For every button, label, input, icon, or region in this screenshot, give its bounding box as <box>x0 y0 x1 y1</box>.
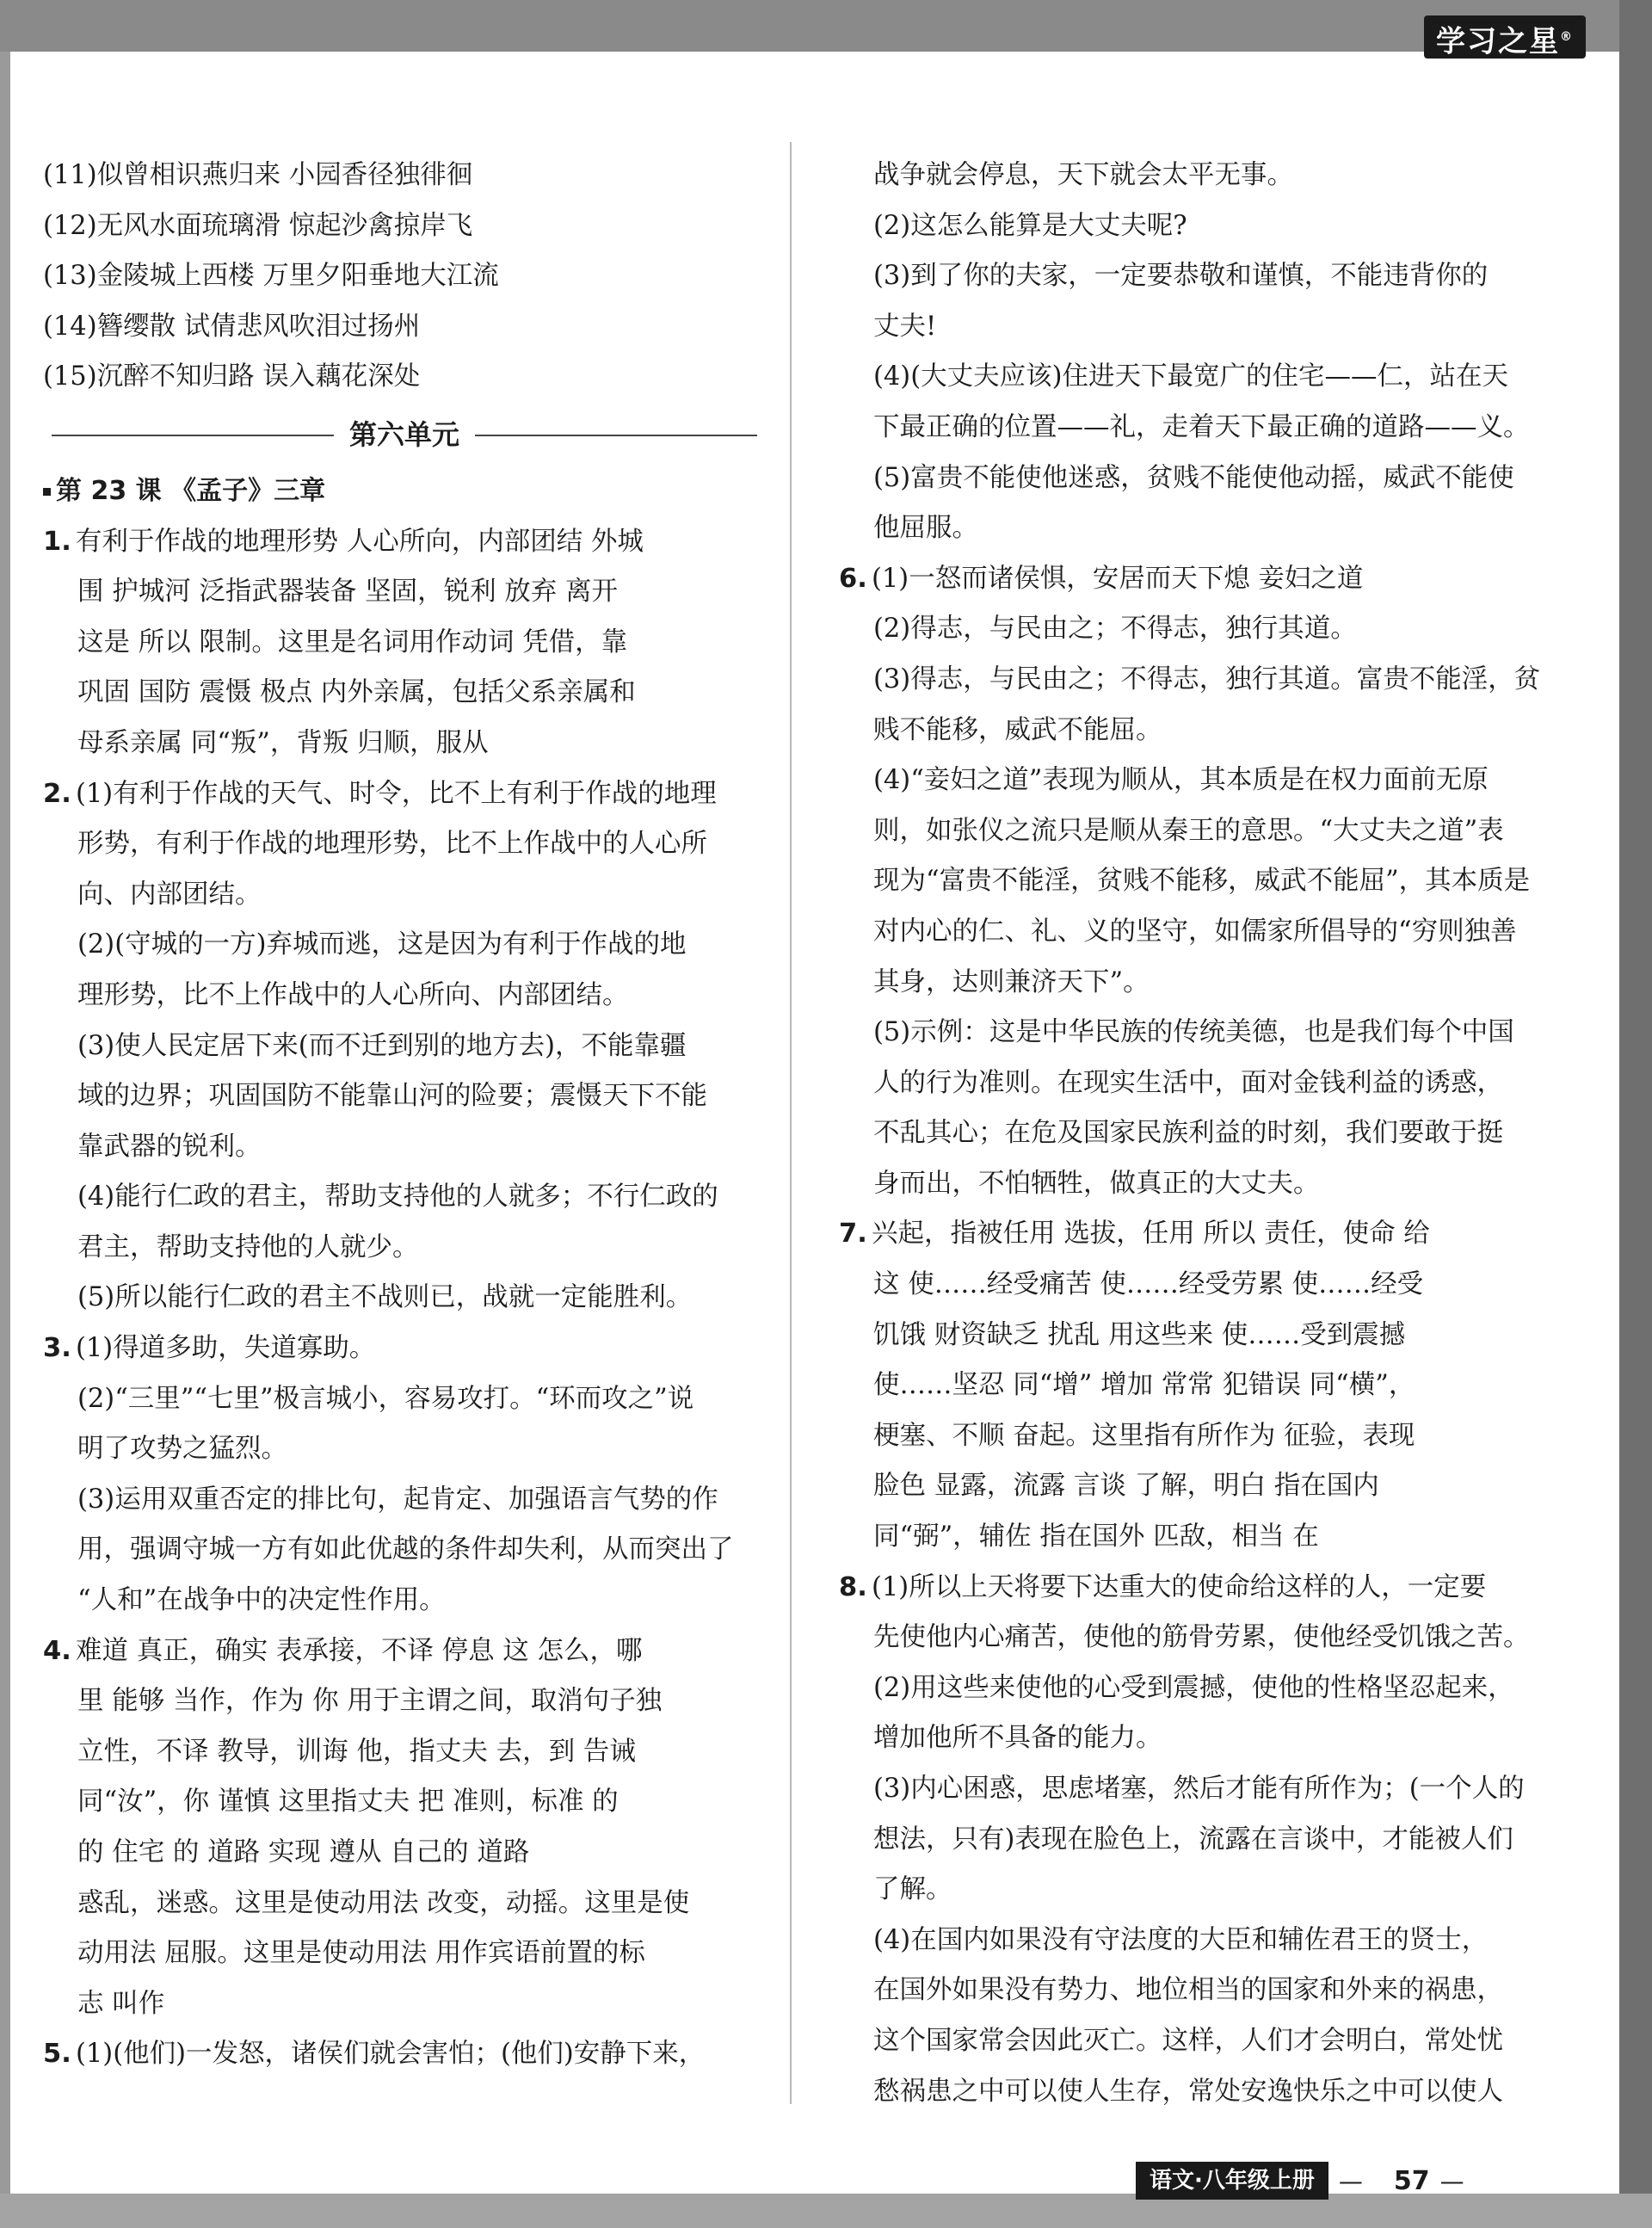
text-line <box>43 1273 766 1324</box>
line-text: 同“弼”，辅佐 指在国外 匹敌，相当 在 <box>873 1521 1319 1552</box>
line-text: 母系亲属 同“叛”，背叛 归顺，服从 <box>77 727 489 758</box>
text-line <box>43 251 766 302</box>
line-text: 先使他内心痛苦，使他的筋骨劳累，使他经受饥饿之苦。 <box>873 1622 1530 1653</box>
text-line <box>839 302 1553 353</box>
answer-item <box>839 554 1553 605</box>
line-text: 饥饿 财资缺乏 扰乱 用这些来 使……受到震撼 <box>873 1319 1406 1350</box>
text-line <box>43 1223 766 1274</box>
line-text: 巩固 国防 震慑 极点 内外亲属，包括父系亲属和 <box>77 677 636 708</box>
text-line <box>839 1008 1553 1058</box>
answer-item <box>839 1563 1553 1614</box>
text-line <box>43 302 766 353</box>
line-text: (5)所以能行仁政的君主不战则已，战就一定能胜利。 <box>77 1282 693 1313</box>
text-line <box>43 201 766 252</box>
right-column <box>839 151 1553 2117</box>
bullet-square-icon <box>43 488 51 496</box>
column-divider <box>790 142 792 2104</box>
text-line <box>839 454 1553 504</box>
text-line <box>43 1424 766 1475</box>
line-text: (1)一怒而诸侯惧，安居而天下熄 妾妇之道 <box>872 563 1364 594</box>
text-line <box>43 1122 766 1173</box>
line-text: 则，如张仪之流只是顺从秦王的意思。“大丈夫之道”表 <box>873 815 1504 846</box>
line-text: (5)富贵不能使他迷惑，贫贱不能使他动摇，威武不能使 <box>873 462 1514 493</box>
text-line <box>839 1663 1553 1714</box>
footer-dash-left: — <box>1338 2166 1363 2195</box>
line-text: (2)“三里”“七里”极言城小，容易攻打。“环而攻之”说 <box>77 1383 694 1414</box>
line-text: (5)示例：这是中华民族的传统美德，也是我们每个中国 <box>873 1017 1514 1048</box>
line-text: 域的边界；巩固国防不能靠山河的险要；震慑天下不能 <box>77 1081 707 1112</box>
line-text: 志 叫作 <box>77 1988 165 2019</box>
text-line <box>43 1475 766 1526</box>
line-text: 靠武器的锐利。 <box>77 1131 262 1162</box>
text-line <box>839 2067 1553 2118</box>
text-line <box>839 352 1553 403</box>
text-line <box>839 1713 1553 1764</box>
text-line <box>43 1071 766 1122</box>
text-line <box>43 719 766 769</box>
line-text: 这个国家常会因此灭亡。这样，人们才会明白，常处忧 <box>873 2025 1503 2056</box>
line-text: 其身，达则兼济天下”。 <box>873 966 1150 997</box>
text-line <box>43 1525 766 1576</box>
line-text: (2)(守城的一方)弃城而逃，这是因为有利于作战的地 <box>77 929 687 960</box>
line-text: 的 住宅 的 道路 实现 遵从 自己的 道路 <box>77 1837 530 1867</box>
text-line <box>839 706 1553 756</box>
text-line <box>839 1512 1553 1563</box>
text-line <box>43 352 766 403</box>
line-text: “人和”在战争中的决定性作用。 <box>77 1585 446 1616</box>
text-line <box>839 1815 1553 1866</box>
line-text: 惑乱，迷惑。这里是使动用法 改变，动摇。这里是使 <box>77 1887 690 1918</box>
section-title: 第六单元 <box>334 410 475 460</box>
line-text: (14)簪缨散 试倩悲风吹泪过扬州 <box>43 311 421 342</box>
text-line <box>839 403 1553 454</box>
subject-label: 语文·八年级上册 <box>1136 2162 1328 2200</box>
line-text: (2)用这些来使他的心受到震撼，使他的性格坚忍起来， <box>873 1672 1514 1703</box>
line-text: (4)“妾妇之道”表现为顺从，其本质是在权力面前无原 <box>873 765 1489 796</box>
text-line <box>839 1916 1553 1966</box>
lesson-title <box>43 466 766 517</box>
text-line <box>839 604 1553 655</box>
answer-item <box>43 2029 766 2080</box>
line-text: 使……坚忍 同“增” 增加 常常 犯错误 同“横”， <box>873 1370 1415 1401</box>
text-line <box>839 1108 1553 1159</box>
text-line <box>839 1058 1553 1109</box>
line-text: 对内心的仁、礼、义的坚守，如儒家所倡导的“穷则独善 <box>873 916 1517 947</box>
line-text: 增加他所不具备的能力。 <box>873 1723 1162 1754</box>
item-number: 8. <box>839 1571 867 1602</box>
item-number: 2. <box>43 778 71 809</box>
text-line <box>43 1374 766 1425</box>
line-text: 理形势，比不上作战中的人心所向、内部团结。 <box>77 979 629 1010</box>
text-line <box>839 1613 1553 1663</box>
line-text: (1)(他们)一发怒，诸侯们就会害怕；(他们)安静下来， <box>76 2039 706 2070</box>
text-line <box>43 920 766 971</box>
line-text: (15)沉醉不知归路 误入藕花深处 <box>43 361 421 392</box>
text-line <box>839 1159 1553 1210</box>
text-line <box>839 1311 1553 1361</box>
item-number: 7. <box>839 1219 867 1250</box>
text-line <box>839 1260 1553 1311</box>
text-line <box>839 2016 1553 2067</box>
line-text: 梗塞、不顺 奋起。这里指有所作为 征验，表现 <box>873 1420 1415 1451</box>
text-line <box>43 1576 766 1626</box>
line-text: 难道 真正，确实 表承接，不译 停息 这 怎么，哪 <box>76 1635 643 1666</box>
text-line <box>839 1411 1553 1462</box>
footer-dash-right: — <box>1439 2166 1464 2195</box>
line-text: (4)能行仁政的君主，帮助支持他的人就多；不行仁政的 <box>77 1182 718 1213</box>
line-text: (13)金陵城上西楼 万里夕阳垂地大江流 <box>43 261 499 292</box>
text-line <box>43 1172 766 1223</box>
line-text: 向、内部团结。 <box>77 879 262 910</box>
answer-item <box>43 517 766 568</box>
text-line <box>839 1461 1553 1512</box>
item-number: 6. <box>839 563 867 594</box>
page-number: 57 <box>1393 2165 1430 2196</box>
item-number: 5. <box>43 2039 71 2070</box>
text-line <box>839 503 1553 554</box>
line-text: (3)到了你的夫家，一定要恭敬和谨慎，不能违背你的 <box>873 261 1489 292</box>
text-line <box>839 1865 1553 1916</box>
text-line <box>43 1021 766 1072</box>
line-text: 他屈服。 <box>873 513 978 544</box>
item-number: 1. <box>43 526 71 557</box>
line-text: 丈夫! <box>873 311 937 342</box>
text-line <box>43 1727 766 1778</box>
text-line <box>43 668 766 719</box>
scan-right-edge <box>1619 0 1652 2228</box>
line-text: 在国外如果没有势力、地位相当的国家和外来的祸患， <box>873 1975 1503 2006</box>
line-text: 里 能够 当作，作为 你 用于主谓之间，取消句子独 <box>77 1686 663 1717</box>
line-text: 立性，不译 教导，训诲 他，指丈夫 去，到 告诫 <box>77 1736 636 1767</box>
line-text: (11)似曾相识燕归来 小园香径独徘徊 <box>43 160 473 190</box>
brand-logo: 学习之星® <box>1424 15 1586 59</box>
text-line <box>43 1929 766 1979</box>
text-line <box>43 819 766 870</box>
line-text: (4)(大丈夫应该)住进天下最宽广的住宅——仁，站在天 <box>873 361 1509 392</box>
scan-top-edge <box>0 0 1652 52</box>
line-text: 战争就会停息，天下就会太平无事。 <box>873 160 1293 190</box>
line-text: (12)无风水面琉璃滑 惊起沙禽掠岸飞 <box>43 210 473 241</box>
text-line <box>839 251 1553 302</box>
line-text: (2)这怎么能算是大丈夫呢? <box>873 210 1187 241</box>
text-line <box>839 1764 1553 1815</box>
line-text: (3)使人民定居下来(而不迁到别的地方去)，不能靠疆 <box>77 1030 687 1061</box>
text-line <box>839 201 1553 252</box>
text-line <box>839 1966 1553 2016</box>
text-line <box>43 971 766 1021</box>
line-text: (3)得志，与民由之；不得志，独行其道。富贵不能淫，贫 <box>873 663 1541 694</box>
text-line <box>43 870 766 921</box>
line-text: (4)在国内如果没有守法度的大臣和辅佐君王的贤士， <box>873 1924 1489 1955</box>
line-text: 围 护城河 泛指武器装备 坚固，锐利 放弃 离开 <box>77 577 618 608</box>
line-text: (3)内心困惑，思虑堵塞，然后才能有所作为；(一个人的 <box>873 1774 1525 1804</box>
answer-item <box>43 1626 766 1677</box>
text-line <box>43 567 766 618</box>
text-line <box>43 1777 766 1828</box>
text-line <box>43 1879 766 1929</box>
line-text: 君主，帮助支持他的人就少。 <box>77 1231 419 1262</box>
line-text: 这 使……经受痛苦 使……经受劳累 使……经受 <box>873 1269 1424 1300</box>
text-line <box>839 958 1553 1009</box>
answer-item <box>43 1324 766 1374</box>
line-text: 不乱其心；在危及国家民族利益的时刻，我们要敢于挺 <box>873 1118 1503 1149</box>
line-text: 形势，有利于作战的地理形势，比不上作战中的人心所 <box>77 829 707 860</box>
text-line <box>43 1676 766 1727</box>
answer-item <box>839 1209 1553 1260</box>
line-text: 愁祸患之中可以使人生存，常处安逸快乐之中可以使人 <box>873 2076 1503 2107</box>
answer-item <box>43 769 766 820</box>
line-text: 人的行为准则。在现实生活中，面对金钱利益的诱惑， <box>873 1067 1503 1098</box>
left-column <box>43 151 766 2080</box>
line-text: 用，强调守城一方有如此优越的条件却失利，从而突出了 <box>77 1534 734 1565</box>
lesson-title-text: 第 23 课 《孟子》三章 <box>56 475 326 506</box>
text-line <box>43 151 766 201</box>
line-text: 身而出，不怕牺牲，做真正的大丈夫。 <box>873 1168 1320 1199</box>
line-text: 兴起，指被任用 选拔，任用 所以 责任，使命 给 <box>872 1219 1430 1250</box>
text-line <box>839 907 1553 958</box>
line-text: 下最正确的位置——礼，走着天下最正确的道路——义。 <box>873 411 1530 442</box>
line-text: 想法，只有)表现在脸色上，流露在言谈中，才能被人们 <box>873 1824 1513 1855</box>
line-text: 这是 所以 限制。这里是名词用作动词 凭借，靠 <box>77 626 628 657</box>
text-line <box>839 856 1553 907</box>
line-text: (1)得道多助，失道寡助。 <box>76 1333 376 1364</box>
item-number: 3. <box>43 1333 71 1364</box>
text-line <box>43 1828 766 1879</box>
item-number: 4. <box>43 1635 71 1666</box>
line-text: 有利于作战的地理形势 人心所向，内部团结 外城 <box>76 526 644 557</box>
text-line <box>839 756 1553 806</box>
line-text: 明了攻势之猛烈。 <box>77 1434 287 1465</box>
text-line <box>839 655 1553 706</box>
line-text: 同“汝”，你 谨慎 这里指丈夫 把 准则，标准 的 <box>77 1787 619 1818</box>
line-text: 贱不能移，威武不能屈。 <box>873 714 1162 745</box>
text-line <box>839 151 1553 201</box>
line-text: 了解。 <box>873 1874 952 1905</box>
line-text: (3)运用双重否定的排比句，起肯定、加强语言气势的作 <box>77 1484 718 1515</box>
text-line <box>43 1979 766 2030</box>
line-text: 动用法 屈服。这里是使动用法 用作宾语前置的标 <box>77 1938 645 1969</box>
line-text: 脸色 显露，流露 言谈 了解，明白 指在国内 <box>873 1471 1379 1502</box>
line-text: (2)得志，与民由之；不得志，独行其道。 <box>873 614 1357 645</box>
line-text: (1)所以上天将要下达重大的使命给这样的人，一定要 <box>872 1571 1487 1602</box>
line-text: (1)有利于作战的天气、时令，比不上有利于作战的地理 <box>76 778 717 809</box>
section-header <box>43 403 766 466</box>
text-line <box>839 1361 1553 1411</box>
line-text: 现为“富贵不能淫，贫贱不能移，威武不能屈”，其本质是 <box>873 866 1531 897</box>
text-line <box>43 618 766 669</box>
page-footer <box>1136 2160 1475 2201</box>
text-line <box>839 806 1553 857</box>
